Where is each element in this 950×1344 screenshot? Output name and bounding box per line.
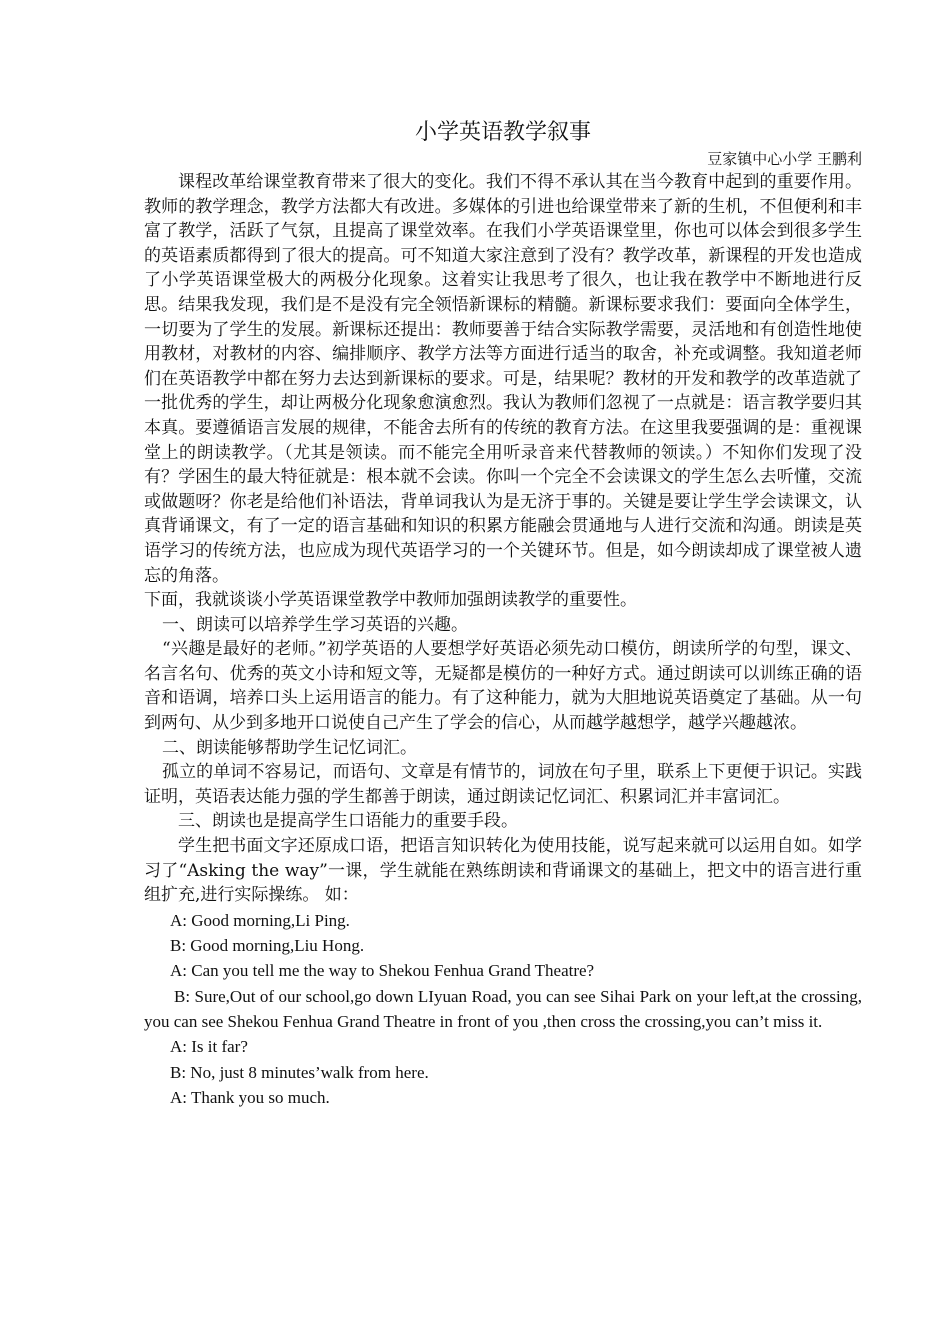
section-paragraph-2: 孤立的单词不容易记，而语句、文章是有情节的，词放在句子里，联系上下更便于识记。实践证明，英语表达能力强的学生都善于朗读，通过朗读记忆词汇、积累词汇并丰富词汇。 (144, 762, 862, 807)
document-body (144, 118, 862, 1110)
page-title: 小学英语教学叙事 (414, 120, 591, 145)
section-heading-2: 二、朗读能够帮助学生记忆词汇。 (162, 737, 417, 758)
dialogue-line: B: No, just 8 minutes’walk from here. (170, 1062, 429, 1082)
dialogue-line: A: Good morning,Li Ping. (170, 910, 350, 930)
section-heading-1: 一、朗读可以培养学生学习英语的兴趣。 (162, 614, 468, 635)
dialogue-line: A: Is it far? (170, 1037, 248, 1057)
section-heading-3: 三、朗读也是提高学生口语能力的重要手段。 (178, 811, 518, 832)
dialogue-line: A: Can you tell me the way to Shekou Fenhua Grand Theatre? (170, 961, 595, 981)
section-paragraph-3: 学生把书面文字还原成口语，把语言知识转化为使用技能，说写起来就可以运用自如。如学习了“Asking the way”一课，学生就能在熟练朗读和背诵课文的基础上，把文中的语言进行重组扩充,进行实际操练。 如： (144, 836, 862, 906)
intro-paragraph: 课程改革给课堂教育带来了很大的变化。我们不得不承认其在当今教育中起到的重要作用。教师的教学理念，教学方法都大有改进。多媒体的引进也给课堂带来了新的生机，不但便利和丰富了教学，活跃了气氛，且提高了课堂效率。在我们小学英语课堂里，你也可以体会到很多学生的英语素质都得到了很大的提高。可不知道大家注意到了没有？教学改革，新课程的开发也造成了小学英语课堂极大的两极分化现象。这着实让我思考了很久，也让我在教学中不断地进行反思。结果我发现，我们是不是没有完全领悟新课标的精髓。新课标要求我们：要面向全体学生，一切要为了学生的发展。新课标还提出：教师要善于结合实际教学需要，灵活地和有创造性地使用教材，对教材的内容、编排顺序、教学方法等方面进行适当的取舍，补充或调整。我知道老师们在英语教学中都在努力去达到新课标的要求。可是，结果呢？教材的开发和教学的改革造就了一批优秀的学生，却让两极分化现象愈演愈烈。我认为教师们忽视了一点就是：语言教学要归其本真。要遵循语言发展的规律，不能舍去所有的传统的教育方法。在这里我要强调的是：重视课堂上的朗读教学。（尤其是领读。而不能完全用听录音来代替教师的领读。）不知你们发现了没有？学困生的最大特征就是：根本就不会读。你叫一个完全不会读课文的学生怎么去听懂，交流或做题呀？你老是给他们补语法，背单词我认为是无济于事的。关键是要让学生学会读课文，认真背诵课文，有了一定的语言基础和知识的积累方能融会贯通地与人进行交流和沟通。朗读是英语学习的传统方法，也应成为现代英语学习的一个关键环节。但是，如今朗读却成了课堂被人遗忘的角落。 (144, 172, 862, 586)
dialogue-line: B: Good morning,Liu Hong. (170, 936, 365, 956)
lead-paragraph: 下面，我就谈谈小学英语课堂教学中教师加强朗读教学的重要性。 (144, 590, 637, 611)
author-line: 豆家镇中心小学 王鹏利 (707, 150, 862, 168)
dialogue-line: B: Sure,Out of our school,go down LIyuan Road, you can see Sihai Park on your left,at the crossing, you can see Shekou Fenhua Grand Theatre in front of you ,then cross the crossing,you can’t miss it. (144, 986, 862, 1031)
section-paragraph-1: “兴趣是最好的老师。”初学英语的人要想学好英语必须先动口模仿，朗读所学的句型，课文、名言名句、优秀的英文小诗和短文等，无疑都是模仿的一种好方式。通过朗读可以训练正确的语音和语调，培养口头上运用语言的能力。有了这种能力，就为大胆地说英语奠定了基础。从一句到两句、从少到多地开口说使自己产生了学会的信心，从而越学越想学，越学兴趣越浓。 (144, 639, 862, 734)
dialogue-line: A: Thank you so much. (170, 1087, 330, 1107)
